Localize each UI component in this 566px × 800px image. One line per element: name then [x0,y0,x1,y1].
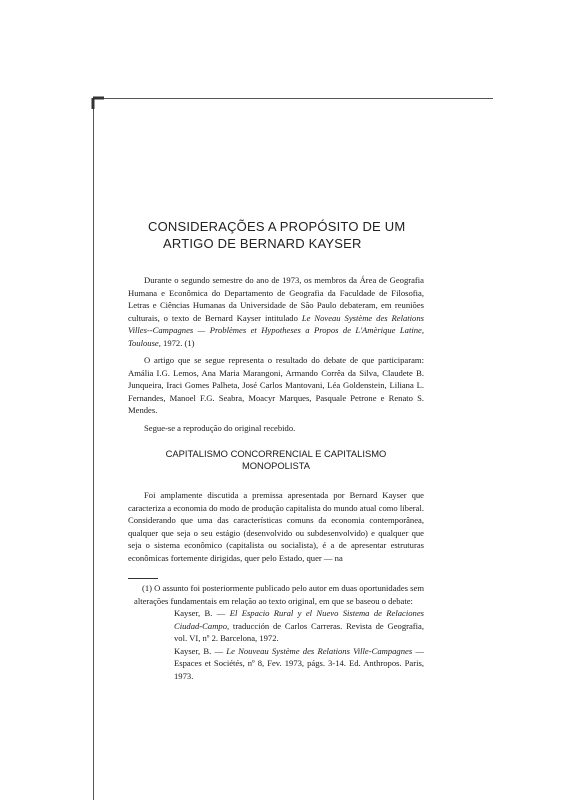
paragraph-body: Foi amplamente discutida a premissa apresentada por Bernard Kayser que caracteriza a economia do modo de produção capitalista do mundo atual como liberal. Considerando que uma das características comuns da economia contemporânea, qualquer que seja o seu estágio (desenvolvido ou subdesenvolvido) e qualquer que seja o sistema econômico (capitalista ou socialista), é a de apresentar estruturas econômicas fortemente dirigidas, quer pelo Estado, quer — na [128,490,424,563]
paragraph-participants: O artigo que se segue representa o resultado do debate de que participaram: Amália I.G. Lemos, Ana Maria Marangoni, Armando Corrêa da Silva, Claudete B. Junqueira, Iraci Gomes Palheta, José Carlos Mantovani, Léa Goldenstein, Liliana L. Fernandes, Manoel F.G. Seabra, Moacyr Marques, Pasquale Petrone e Renato S. Mendes. [128,355,424,415]
section-heading-line-1: CAPITALISMO CONCORRENCIAL E CAPITALISMO [165,448,387,459]
title-line-1: CONSIDERAÇÕES A PROPÓSITO DE UM [148,219,406,234]
section-heading-line-2: MONOPOLISTA [241,460,311,471]
intro-text: Durante o segundo semestre do ano de 1973, os membros da Área de Geografia Humana e Econômica do Departamento de Geografia da Faculdade de Filosofia, Letras e Ciências Humanas da Universidade de São Paulo debateram, em reuniões culturais, o texto de Bernard Kayser intitulado [128,275,424,323]
footnote-1: (1) O assunto foi posteriormente publicado pelo autor em duas oportunidades sem alterações fundamentais em relação ao texto original, em que se baseou o debate: [134,583,424,606]
footnote-ref-2 [142,645,424,683]
paragraph-reproduction: Segue-se a reprodução do original recebido. [144,422,296,433]
footnote-rule [128,578,158,579]
ref1-title: El Espacio Rural y el Nuevo Sistema de Relaciones Ciudad-Campo, [174,608,425,631]
ref2-details: — Espaces et Sociétés, nº 8, Fev. 1973, págs. 3-14. Ed. Anthropos. Paris, 1973. [174,645,425,681]
title-line-2: ARTIGO DE BERNARD KAYSER [163,236,362,251]
article-body [128,218,424,682]
article-title [148,218,424,252]
ref1-author: Kayser, B. — [174,608,230,618]
corner-mark [86,91,106,111]
ref1-details: traducción de Carlos Carreras. Revista de Geografia, vol. VI, nº 2. Barcelona, 1972. [174,620,424,643]
ref2-title: Le Nouveau Système des Relations Ville-Campagnes [226,645,413,656]
intro-cited-title: Le Noveau Système des Relations Villes--Campagnes — Problèmes et Hypotheses a Propos de L'Amèrique Latine, Toulouse, [128,312,424,348]
page-border-left [93,100,94,800]
paragraph-intro [128,274,424,349]
page-border-top [93,98,493,99]
section-heading [128,448,424,472]
footnote-ref-1 [142,607,424,645]
ref2-author: Kayser, B. — [174,645,227,656]
intro-text-end: 1972. (1) [160,337,195,348]
footnotes [128,582,424,682]
